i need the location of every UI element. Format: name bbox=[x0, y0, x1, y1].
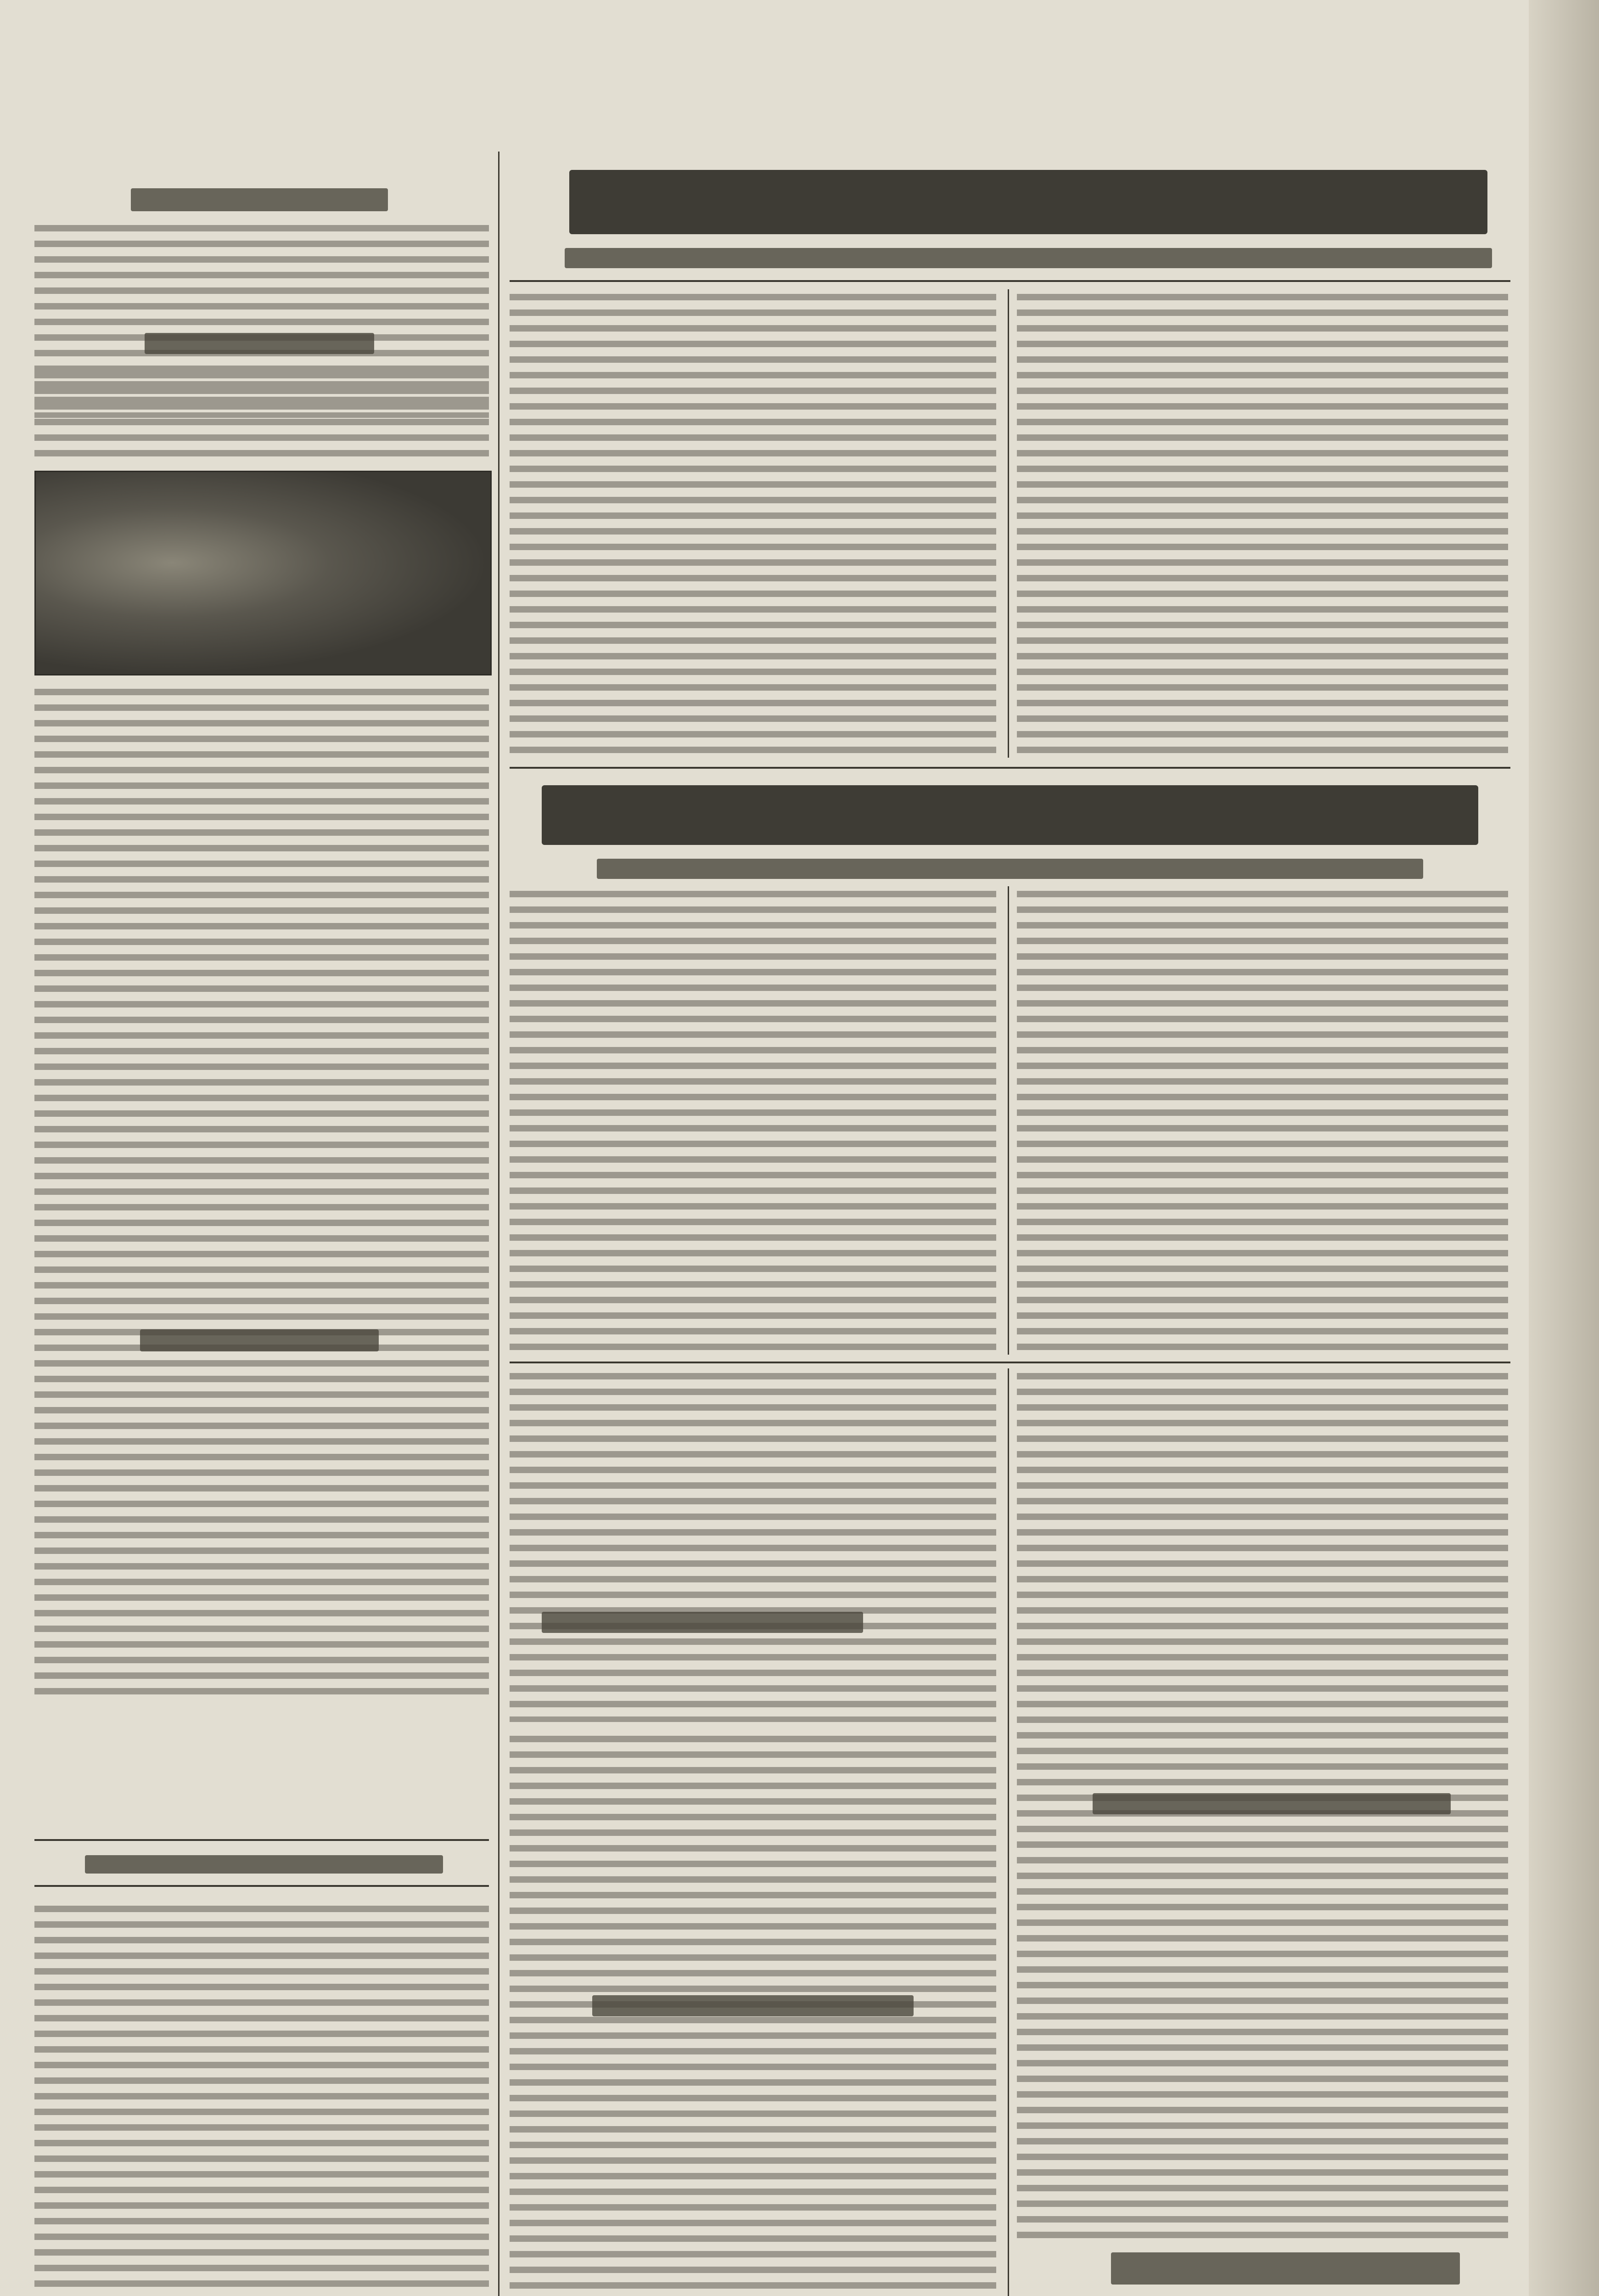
left-rule-1 bbox=[34, 1839, 489, 1841]
top-banner-headline bbox=[569, 170, 1487, 234]
mid-text-1 bbox=[510, 294, 996, 755]
left-heading-1 bbox=[131, 188, 388, 211]
column-divider-4 bbox=[1008, 1368, 1009, 2296]
left-column bbox=[25, 0, 494, 2296]
left-text-2 bbox=[34, 372, 489, 459]
top-banner-subhead bbox=[565, 248, 1492, 268]
top-banner-rule bbox=[510, 280, 1510, 282]
right-text-1 bbox=[1017, 294, 1508, 755]
second-banner-bottom-rule bbox=[510, 1362, 1510, 1363]
mid-text-3 bbox=[510, 1373, 996, 1722]
right-heading-1 bbox=[1093, 1793, 1451, 1814]
mid-heading-2 bbox=[592, 1995, 914, 2016]
left-rule-2 bbox=[34, 1885, 489, 1887]
left-notice-bar bbox=[85, 1855, 443, 1874]
column-divider-3 bbox=[1008, 886, 1009, 1355]
left-text-3 bbox=[34, 689, 489, 1704]
mid-text-2 bbox=[510, 891, 996, 1352]
second-banner-headline bbox=[542, 785, 1478, 845]
scan-edge-shadow bbox=[1529, 0, 1599, 2296]
left-text-4 bbox=[34, 1906, 489, 2296]
second-banner-top-rule bbox=[510, 767, 1510, 769]
right-heading-2 bbox=[1111, 2252, 1460, 2285]
mid-heading-1 bbox=[542, 1612, 863, 1633]
left-heading-3 bbox=[140, 1329, 379, 1351]
column-divider-2 bbox=[1008, 289, 1009, 758]
right-text-2 bbox=[1017, 891, 1508, 1352]
left-photo bbox=[34, 471, 492, 675]
column-divider-1 bbox=[498, 152, 499, 2296]
second-banner-subhead bbox=[597, 859, 1423, 879]
left-heading-2 bbox=[145, 333, 374, 354]
